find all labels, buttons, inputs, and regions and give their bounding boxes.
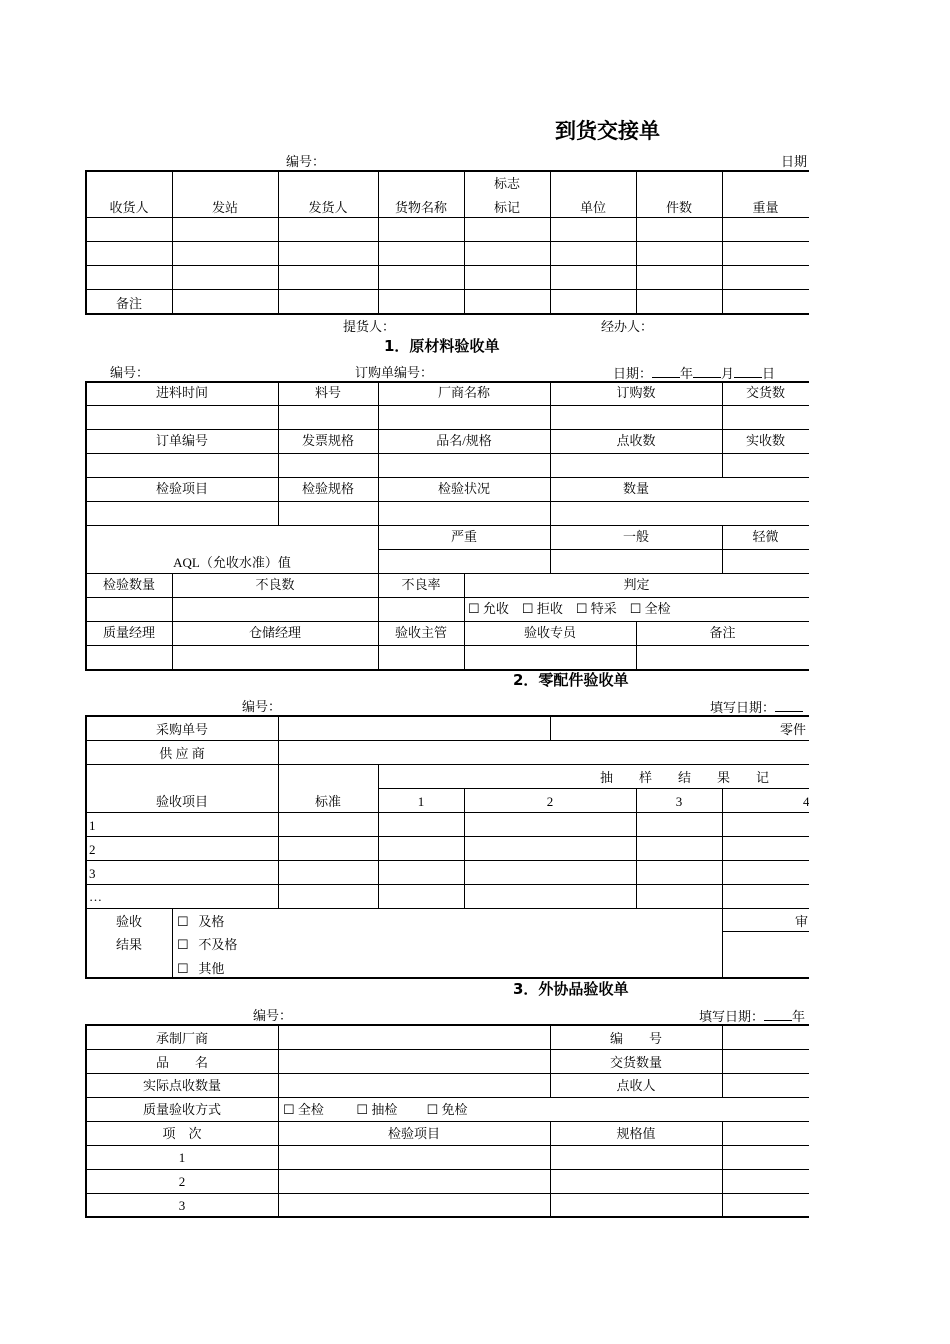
defect-count-label: 不良数: [255, 577, 295, 592]
invoice-spec-label: 发票规格: [301, 433, 354, 448]
month-blank[interactable]: [693, 365, 721, 378]
pass-option: [177, 914, 224, 930]
fail-option-label: 不及格: [198, 937, 238, 952]
other-checkbox[interactable]: ☐: [177, 961, 189, 976]
raw-material-title: 1．原材料验收单: [384, 337, 500, 355]
row-number: …: [89, 889, 102, 904]
receiver-label: 点收人: [616, 1078, 656, 1093]
full-inspection-option-label: 全检: [644, 601, 671, 616]
result-label-line2: 结果: [115, 937, 142, 952]
ordered-qty-label: 订购数: [616, 385, 656, 400]
judgement-label: 判定: [623, 577, 650, 592]
row-number: 1: [178, 1150, 186, 1165]
number-label: 编 号: [609, 1031, 662, 1046]
full-inspection-option-label: 全检: [297, 1102, 324, 1117]
severity-critical: 严重: [450, 529, 477, 544]
header-shipper: 发货人: [308, 200, 348, 215]
header-unit: 单位: [579, 200, 606, 215]
incoming-time-label: 进料时间: [155, 385, 208, 400]
delivered-qty-label: 交货数: [745, 385, 785, 400]
year-label: 年: [792, 1009, 806, 1024]
row-number: 3: [178, 1198, 186, 1213]
warehouse-manager-label: 仓储经理: [248, 625, 301, 640]
serial-label: 编号：: [286, 154, 326, 169]
inspection-item-label: 检验项目: [155, 481, 208, 496]
exempt-inspection-option-label: 免检: [441, 1102, 468, 1117]
special-accept-option-label: 特采: [590, 601, 617, 616]
accept-checkbox[interactable]: ☐: [468, 601, 480, 616]
inspection-status-label: 检验状况: [437, 481, 490, 496]
quality-method-label: 质量验收方式: [142, 1102, 221, 1117]
row-number: 2: [89, 842, 96, 857]
quantity-label: 数量: [622, 481, 649, 496]
delivery-qty-label: 交货数量: [609, 1055, 662, 1070]
special-accept-checkbox[interactable]: ☐: [575, 601, 588, 616]
item-no-header: 项 次: [162, 1126, 202, 1141]
header-origin-station: 发站: [211, 200, 238, 215]
sampling-inspection-checkbox[interactable]: ☐: [356, 1102, 369, 1117]
remark-label: 备注: [115, 296, 142, 311]
pickup-person-label: 提货人：: [343, 319, 396, 334]
header-pieces: 件数: [665, 200, 692, 215]
serial-label: 编号：: [110, 365, 150, 380]
month-label: 月: [721, 366, 735, 381]
header-mark-line1: 标志: [493, 176, 520, 191]
sample-1: 1: [417, 794, 425, 809]
vendor-name-label: 厂商名称: [437, 385, 490, 400]
material-number-label: 料号: [314, 385, 341, 400]
fill-date-label: 填写日期：: [710, 700, 776, 715]
row-number: 3: [89, 866, 96, 881]
day-blank[interactable]: [734, 365, 762, 378]
product-name-label: 品 名: [155, 1055, 208, 1070]
acceptance-item-label: 验收项目: [155, 794, 208, 809]
contractor-label: 承制厂商: [155, 1031, 208, 1046]
inspection-supervisor-label: 验收主管: [394, 625, 447, 640]
row-number: 1: [89, 818, 96, 833]
exempt-inspection-checkbox[interactable]: ☐: [426, 1102, 439, 1117]
inspection-spec-label: 检验规格: [301, 481, 354, 496]
order-number-label: 订单编号: [155, 433, 208, 448]
serial-label: 编号：: [253, 1008, 293, 1023]
product-spec-label: 品名/规格: [436, 433, 492, 448]
standard-label: 标准: [314, 794, 341, 809]
fill-date-label: 填写日期：: [699, 1009, 765, 1024]
handler-label: 经办人：: [601, 319, 654, 334]
header-weight: 重量: [752, 200, 779, 215]
fail-option: [177, 937, 237, 953]
other-option-label: 其他: [198, 961, 225, 976]
judgement-options: [468, 601, 671, 617]
sample-3: 3: [675, 794, 683, 809]
quality-manager-label: 质量经理: [102, 625, 155, 640]
pass-option-label: 及格: [198, 914, 225, 929]
header-consignee: 收货人: [109, 200, 149, 215]
po-number-label: 采购单号: [155, 722, 208, 737]
inspection-specialist-label: 验收专员: [523, 625, 576, 640]
fail-checkbox[interactable]: ☐: [177, 937, 189, 952]
full-inspection-checkbox[interactable]: ☐: [283, 1102, 295, 1117]
defect-rate-label: 不良率: [401, 577, 441, 592]
year-label: 年: [680, 366, 694, 381]
counted-qty-label: 点收数: [616, 433, 656, 448]
sample-2: 2: [546, 794, 554, 809]
header-goods-name: 货物名称: [394, 200, 447, 215]
year-blank[interactable]: [764, 1008, 792, 1021]
fill-date-field: [710, 699, 803, 716]
header-mark-line2: 标记: [493, 200, 520, 215]
review-label: 审: [795, 914, 809, 929]
received-qty-label: 实收数: [745, 433, 785, 448]
inspection-item-header: 检验项目: [387, 1126, 440, 1141]
spec-value-header: 规格值: [616, 1126, 656, 1141]
supplier-label: 供 应 商: [159, 746, 205, 761]
row-number: 2: [178, 1174, 186, 1189]
sampling-results-label: 抽 样 结 果 记: [600, 770, 770, 785]
full-inspection-checkbox[interactable]: ☐: [629, 601, 642, 616]
date-field: [613, 365, 775, 382]
reject-checkbox[interactable]: ☐: [521, 601, 534, 616]
sample-4: 4: [803, 794, 809, 809]
method-options: [283, 1102, 468, 1118]
result-label-line1: 验收: [115, 914, 142, 929]
reject-option-label: 拒收: [536, 601, 563, 616]
severity-minor: 轻微: [752, 529, 779, 544]
arrival-handover-title: 到货交接单: [555, 119, 660, 143]
pass-checkbox[interactable]: ☐: [177, 914, 189, 929]
day-label: 日: [762, 366, 776, 381]
fill-date-field: [699, 1008, 805, 1025]
accept-option-label: 允收: [482, 601, 509, 616]
outsourced-acceptance-title: 3．外协品验收单: [513, 980, 629, 998]
aql-label: AQL（允收水准）值: [173, 555, 291, 570]
date-label: 日期：: [613, 366, 653, 381]
part-label: 零件: [780, 722, 807, 737]
inspected-qty-label: 检验数量: [102, 577, 155, 592]
actual-received-qty-label: 实际点收数量: [142, 1078, 221, 1093]
severity-major: 一般: [622, 529, 649, 544]
year-blank[interactable]: [652, 365, 680, 378]
parts-acceptance-title: 2．零配件验收单: [513, 671, 629, 689]
date-label: 日期: [781, 154, 808, 169]
fill-date-blank[interactable]: [775, 699, 803, 712]
po-number-label: 订购单编号：: [355, 365, 434, 380]
sampling-inspection-option-label: 抽检: [371, 1102, 398, 1117]
other-option: [177, 961, 224, 977]
serial-label: 编号：: [242, 699, 282, 714]
remarks-label: 备注: [709, 625, 736, 640]
